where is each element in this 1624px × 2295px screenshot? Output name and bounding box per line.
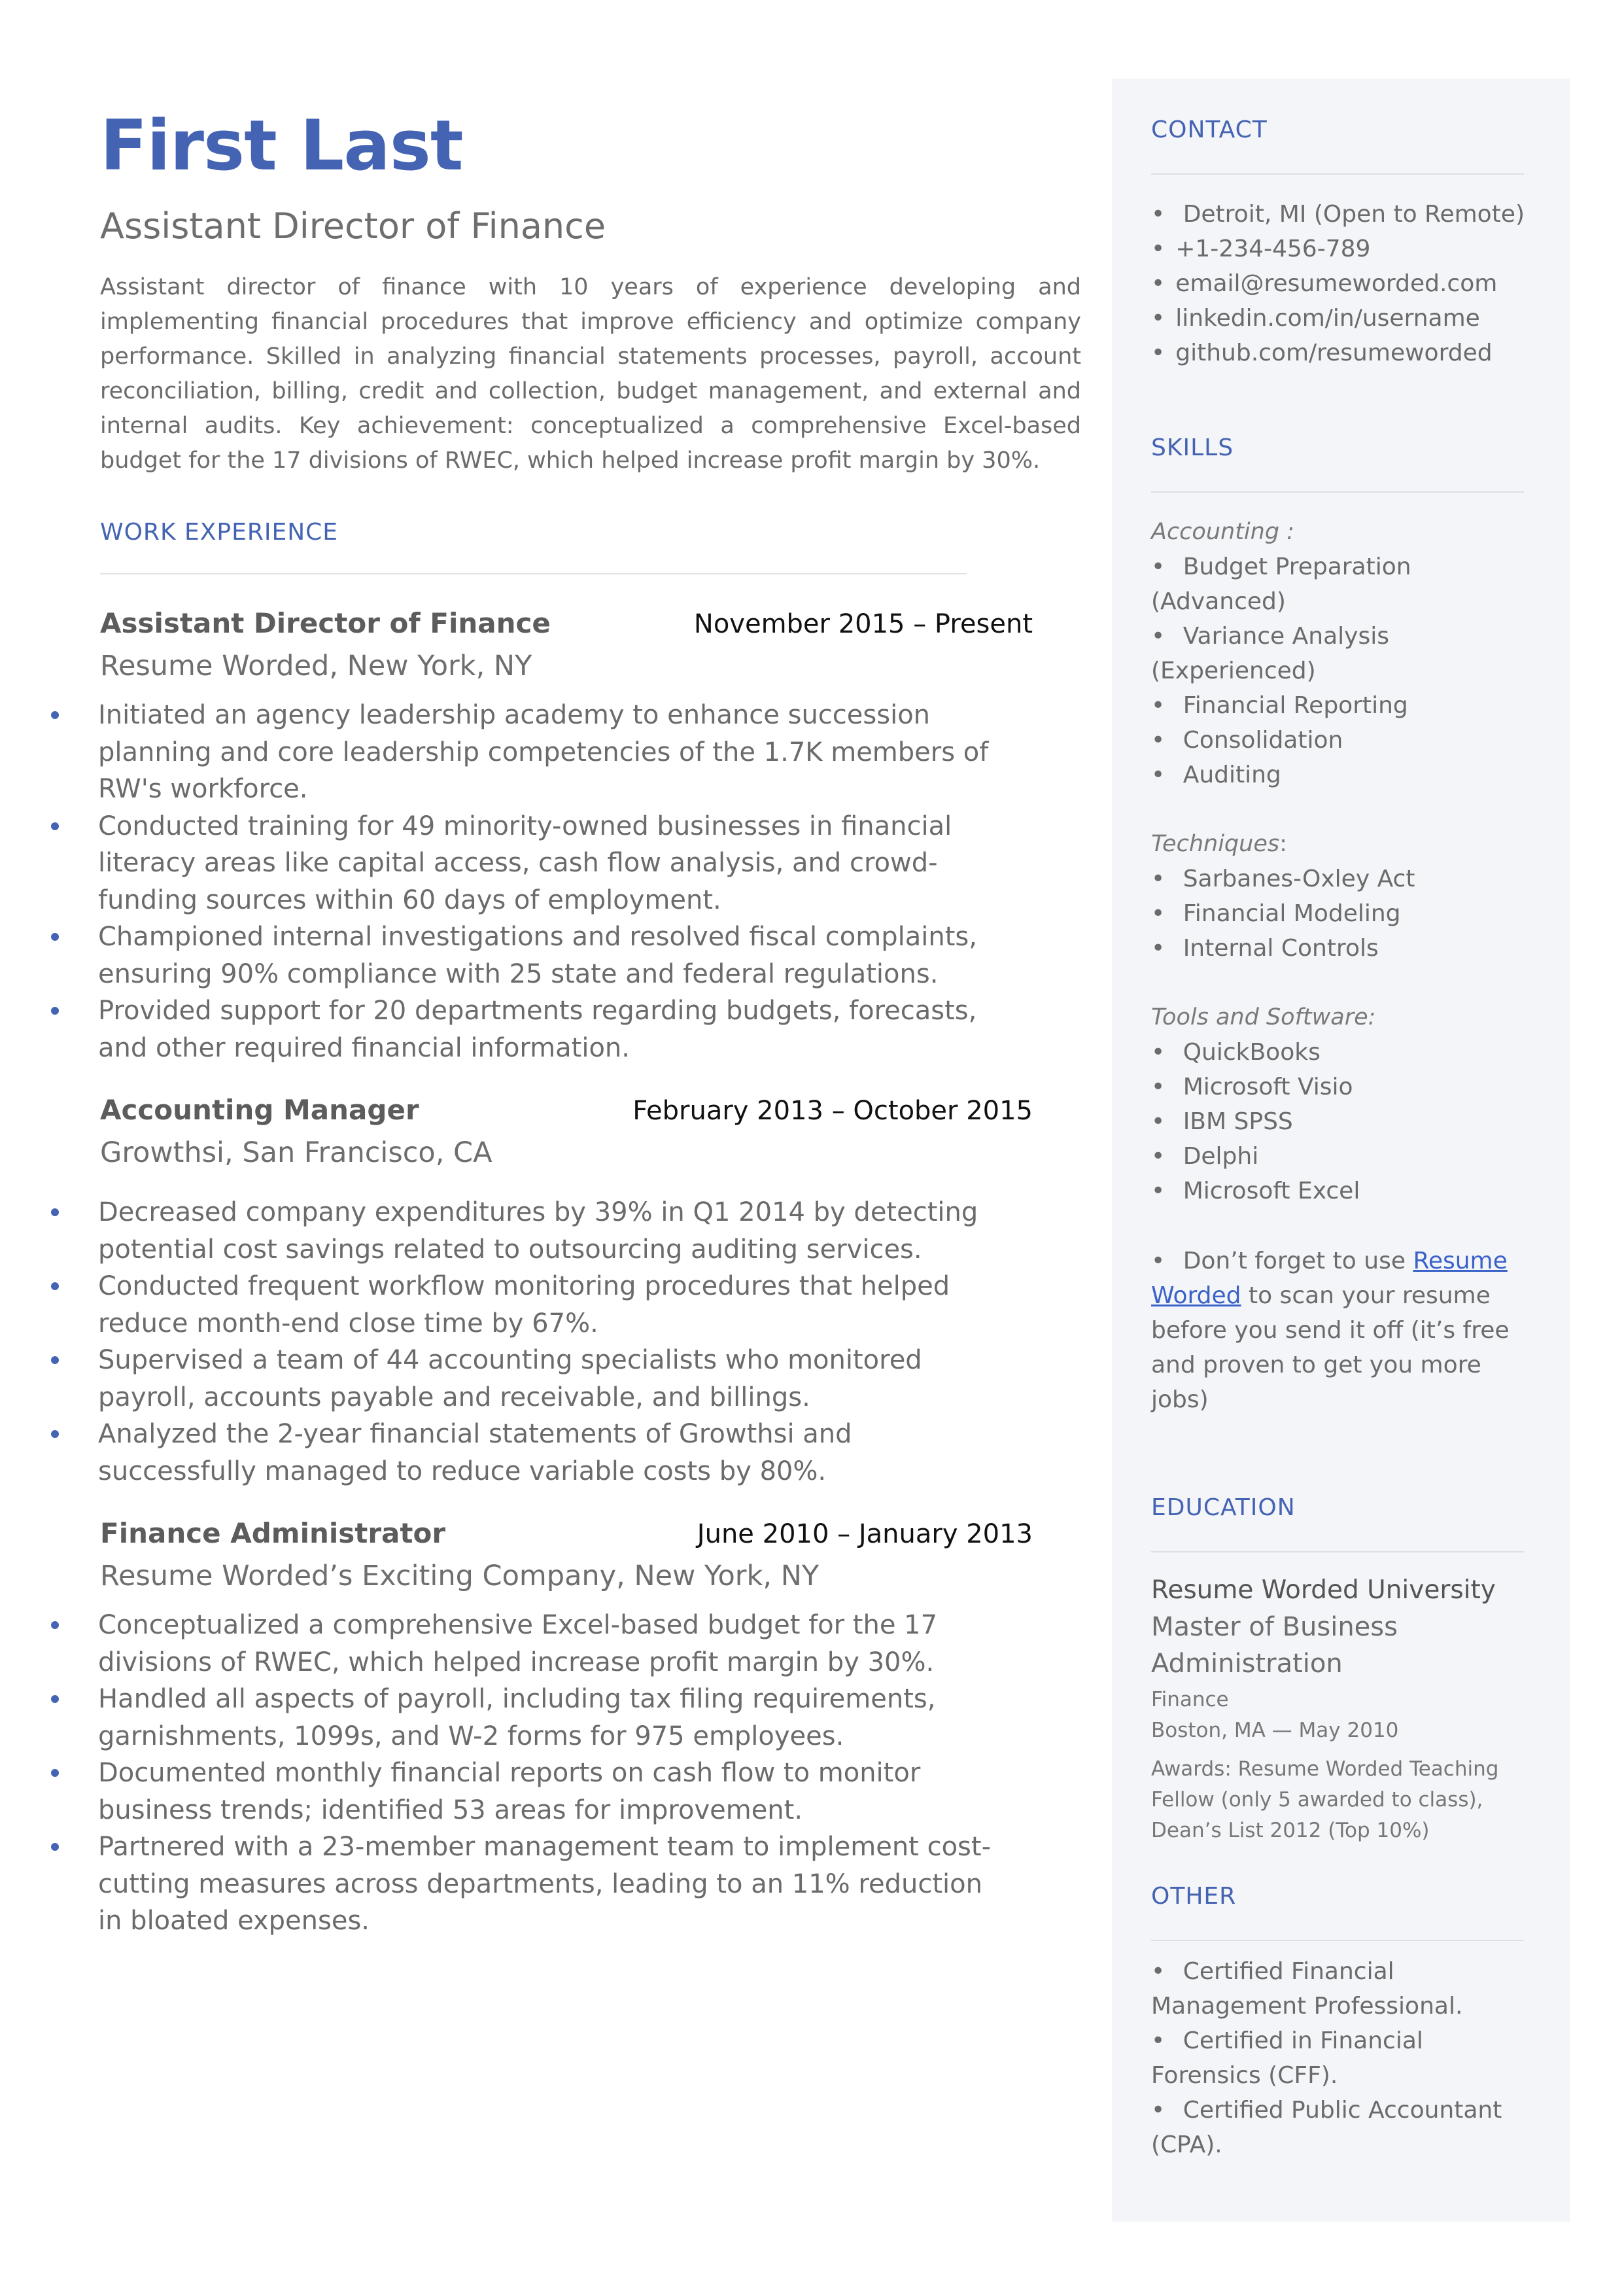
skill-item: • Internal Controls xyxy=(1151,935,1379,962)
section-divider xyxy=(1151,491,1524,493)
bullet-item: Championed internal investigations and resolved fiscal complaints, ensuring 90% compliance with 25 state and federal regulations. xyxy=(0,919,1020,992)
skills-category-techniques: Techniques: xyxy=(1151,831,1287,857)
resume-worded-link[interactable]: Resume Worded xyxy=(1151,1248,1508,1309)
section-divider xyxy=(1151,173,1524,175)
skills-category-accounting: Accounting : xyxy=(1151,519,1294,545)
section-divider xyxy=(1151,1940,1524,1941)
education-awards: Awards: Resume Worded Teaching Fellow (only 5 awarded to class), Dean’s List 2012 (Top 10%) xyxy=(1151,1757,1499,1842)
job-date: February 2013 – October 2015 xyxy=(632,1096,1033,1127)
bullet-dot-icon xyxy=(51,822,59,830)
skills-category-tools: Tools and Software: xyxy=(1151,1004,1376,1030)
bullet-dot-icon xyxy=(51,1208,59,1216)
skill-item: • Microsoft Visio xyxy=(1151,1074,1353,1100)
bullet-dot-icon xyxy=(51,1695,59,1703)
candidate-name: First Last xyxy=(100,105,463,186)
bullet-item: Decreased company expenditures by 39% in Q1 2014 by detecting potential cost savings related to outsourcing auditing services. xyxy=(0,1194,1020,1268)
bullet-dot-icon xyxy=(51,711,59,719)
bullet-item: Documented monthly financial reports on cash flow to monitor business trends; identified 53 areas for improvement. xyxy=(0,1755,1020,1829)
job-title: Accounting Manager xyxy=(100,1094,419,1127)
bullet-dot-icon xyxy=(51,1621,59,1629)
skills-accounting-list xyxy=(1151,550,1530,792)
job-header xyxy=(100,1094,1033,1126)
bullet-dot-icon xyxy=(51,1007,59,1015)
summary: Assistant director of finance with 10 years of experience developing and implementing financial procedures that improve efficiency and optimize company performance. Skilled in analyzing financial statements processes, payroll, account reconciliation, billing, credit and collection, budget management, and external and internal audits. Key achievement: conceptualized a comprehensive Excel-based budget for the 17 divisions of RWEC, which helped increase profit margin by 30%. xyxy=(100,274,1081,474)
skills-heading: SKILLS xyxy=(1151,434,1234,461)
bullet-item: Analyzed the 2-year financial statements of Growthsi and successfully managed to reduce variable costs by 80%. xyxy=(0,1416,1020,1490)
contact-heading: CONTACT xyxy=(1151,116,1268,143)
job-date: November 2015 – Present xyxy=(693,609,1033,640)
bullet-dot-icon xyxy=(51,1430,59,1438)
skill-item: • Financial Modeling xyxy=(1151,900,1401,927)
resume-worded-note: • Don’t forget to use Resume Worded to scan your resume before you send it off (it’s free and proven to get you more jobs) xyxy=(1151,1248,1510,1413)
skills-techniques-list xyxy=(1151,862,1530,966)
bullet-item: Partnered with a 23-member management team to implement cost-cutting measures across departments, leading to an 11% reduction in bloated expenses. xyxy=(0,1829,1020,1940)
skill-item: • Consolidation xyxy=(1151,727,1343,754)
job-entry xyxy=(100,607,1081,1066)
job-title: Assistant Director of Finance xyxy=(100,607,551,640)
bullet-item: Initiated an agency leadership academy to enhance succession planning and core leadership competencies of the 1.7K members of RW's workforce. xyxy=(0,697,1020,808)
job-bullets xyxy=(0,697,1081,1066)
contact-location: • Detroit, MI (Open to Remote) xyxy=(1151,201,1525,228)
bullet-item: Conducted frequent workflow monitoring procedures that helped reduce month-end close time by 67%. xyxy=(0,1268,1020,1342)
skill-item: • Sarbanes-Oxley Act xyxy=(1151,866,1415,892)
bullet-dot-icon xyxy=(51,933,59,941)
section-divider xyxy=(100,573,967,574)
job-bullets xyxy=(0,1194,1081,1490)
skills-tools-list xyxy=(1151,1035,1530,1208)
bullet-item: Conducted training for 49 minority-owned businesses in financial literacy areas like capital access, cash flow analysis, and crowd-funding sources within 60 days of employment. xyxy=(0,808,1020,919)
job-company: Resume Worded’s Exciting Company, New York, NY xyxy=(100,1560,820,1593)
skill-item: • IBM SPSS xyxy=(1151,1108,1293,1135)
other-list xyxy=(1151,1954,1530,2162)
skill-item: • Delphi xyxy=(1151,1143,1259,1170)
contact-github[interactable]: • github.com/resumeworded xyxy=(1151,340,1493,366)
skill-item: • Variance Analysis (Experienced) xyxy=(1151,623,1389,684)
job-bullets xyxy=(0,1607,1081,1940)
bullet-item: Handled all aspects of payroll, including tax filing requirements, garnishments, 1099s, and W-2 forms for 975 employees. xyxy=(0,1681,1020,1755)
contact-phone: • +1-234-456-789 xyxy=(1151,236,1371,262)
other-item: • Certified Financial Management Professional. xyxy=(1151,1958,1463,2020)
bullet-dot-icon xyxy=(51,1282,59,1290)
skill-item: • Auditing xyxy=(1151,762,1281,788)
bullet-dot-icon xyxy=(51,1356,59,1364)
other-item: • Certified in Financial Forensics (CFF). xyxy=(1151,2027,1423,2089)
skill-item: • QuickBooks xyxy=(1151,1039,1321,1066)
contact-linkedin[interactable]: • linkedin.com/in/username xyxy=(1151,305,1480,332)
education-field: Finance xyxy=(1151,1688,1229,1711)
other-item: • Certified Public Accountant (CPA). xyxy=(1151,2097,1502,2158)
sidebar xyxy=(1112,79,1570,2222)
education-school: Resume Worded University xyxy=(1151,1575,1496,1605)
bullet-item: Supervised a team of 44 accounting specialists who monitored payroll, accounts payable and receivable, and billings. xyxy=(0,1342,1020,1416)
bullet-item: Provided support for 20 departments regarding budgets, forecasts, and other required financial information. xyxy=(0,992,1020,1066)
contact-email[interactable]: • email@resumeworded.com xyxy=(1151,270,1498,297)
job-header xyxy=(100,607,1033,639)
education-location-date: Boston, MA — May 2010 xyxy=(1151,1719,1399,1742)
education-heading: EDUCATION xyxy=(1151,1494,1296,1521)
bullet-dot-icon xyxy=(51,1769,59,1777)
bullet-dot-icon xyxy=(51,1843,59,1851)
skill-item: • Financial Reporting xyxy=(1151,692,1408,719)
work-experience-heading: WORK EXPERIENCE xyxy=(100,519,339,546)
job-date: June 2010 – January 2013 xyxy=(697,1519,1033,1550)
bullet-item: Conceptualized a comprehensive Excel-based budget for the 17 divisions of RWEC, which helped increase profit margin by 30%. xyxy=(0,1607,1020,1681)
contact-list xyxy=(1151,197,1530,370)
candidate-role: Assistant Director of Finance xyxy=(100,205,606,247)
job-header xyxy=(100,1517,1033,1549)
other-heading: OTHER xyxy=(1151,1883,1237,1910)
job-company: Resume Worded, New York, NY xyxy=(100,650,532,683)
job-entry xyxy=(100,1517,1081,1940)
skill-item: • Budget Preparation (Advanced) xyxy=(1151,553,1411,615)
education-degree: Master of Business Administration xyxy=(1151,1612,1398,1679)
job-entry xyxy=(100,1094,1081,1490)
main-column xyxy=(98,105,1081,1940)
section-divider xyxy=(1151,1551,1524,1552)
skill-item: • Microsoft Excel xyxy=(1151,1178,1360,1204)
job-title: Finance Administrator xyxy=(100,1517,446,1550)
job-company: Growthsi, San Francisco, CA xyxy=(100,1136,492,1170)
